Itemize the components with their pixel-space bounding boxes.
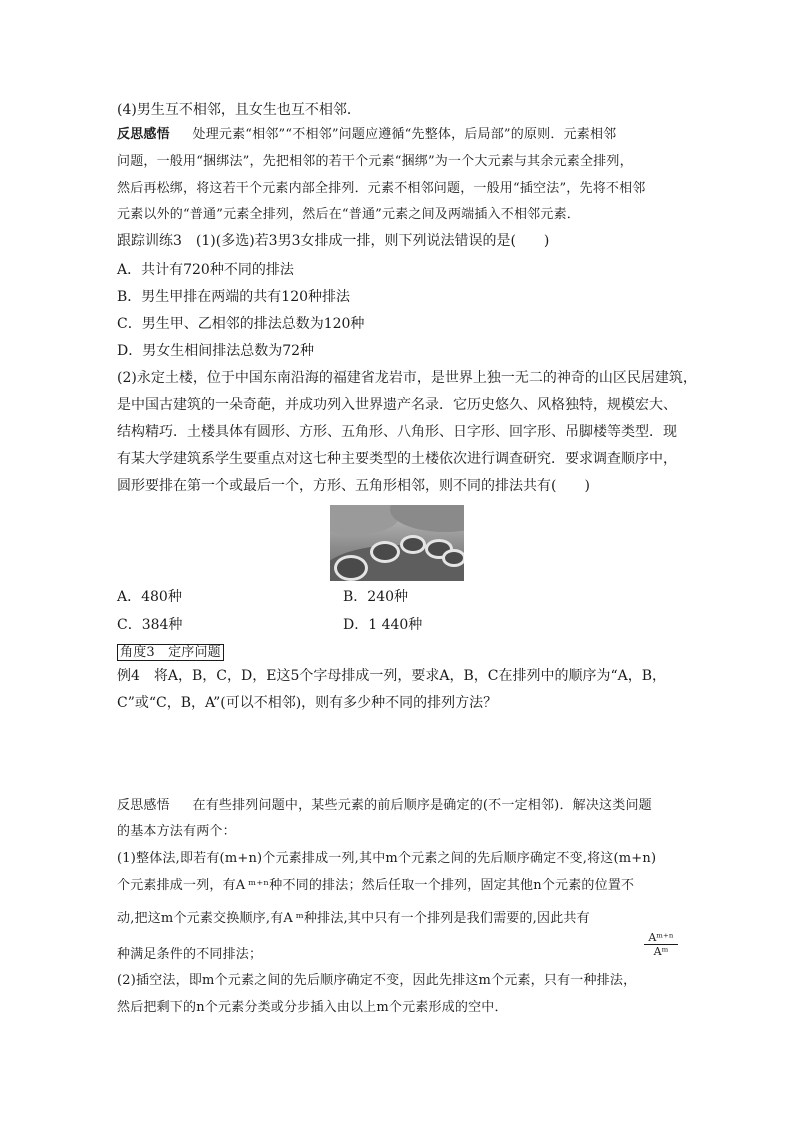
training-title: 跟踪训练3 (1)(多选)若3男3女排成一排，则下列说法错误的是( ) <box>117 233 550 249</box>
question-2-option-b: B．240种 <box>343 589 409 605</box>
reflection-line: (1)整体法,即若有(m+n)个元素排成一列,其中m个元素之间的先后顺序确定不变,将这(m+n) <box>117 851 657 866</box>
reflection-label: 反思感悟 <box>117 798 170 813</box>
reflection-line: 处理元素“相邻”“不相邻”问题应遵循“先整体，后局部”的原则．元素相邻 <box>192 127 617 142</box>
reflection-line: 然后把剩下的n个元素分类或分步插入由以上m个元素形成的空中． <box>117 1000 508 1015</box>
question-2-line: 是中国古建筑的一朵奇葩，并成功列入世界遗产名录．它历史悠久、风格独特，规模宏大、 <box>117 397 677 413</box>
reflection-line: 的基本方法有两个： <box>117 824 236 839</box>
reflection-line: (2)插空法，即m个元素之间的先后顺序确定不变，因此先排这m个元素，只有一种排法， <box>117 973 637 988</box>
example-line: 例4 将A，B，C，D，E这5个字母排成一列，要求A，B，C在排列中的顺序为“A，B， <box>117 668 667 684</box>
question-2-line: 有某大学建筑系学生要重点对这七种主要类型的土楼依次进行调查研究．要求调查顺序中， <box>117 451 677 467</box>
reflection-line: 元素以外的“普通”元素全排列，然后在“普通”元素之间及两端插入不相邻元素． <box>117 207 580 222</box>
fraction-denominator: Aᵐ <box>653 945 669 958</box>
option-c: C．男生甲、乙相邻的排法总数为120种 <box>117 316 365 332</box>
reflection-line: 种满足条件的不同排法； <box>117 947 263 962</box>
permutation-fraction <box>644 931 678 958</box>
reflection-label: 反思感悟 <box>117 127 170 142</box>
option-b: B．男生甲排在两端的共有120种排法 <box>117 289 351 305</box>
reflection-line: 问题，一般用“捆绑法”，先把相邻的若干个元素“捆绑”为一个大元素与其余元素全排列， <box>117 154 633 169</box>
reflection-line: 然后再松绑，将这若干个元素内部全排列．元素不相邻问题，一般用“插空法”，先将不相邻 <box>117 181 646 196</box>
reflection-line: 动,把这m个元素交换顺序,有A ᵐ种排法,其中只有一个排列是我们需要的,因此共有 <box>117 911 590 926</box>
option-d: D．男女生相间排法总数为72种 <box>117 343 315 359</box>
question-2-option-c: C．384种 <box>117 617 183 633</box>
question-2-line: (2)永定土楼，位于中国东南沿海的福建省龙岩市，是世界上独一无二的神奇的山区民居建筑， <box>117 370 697 386</box>
question-2-option-d: D．1 440种 <box>343 617 423 633</box>
question-2-line: 圆形要排在第一个或最后一个，方形、五角形相邻，则不同的排法共有( ) <box>117 478 590 494</box>
tulou-photo <box>330 505 464 581</box>
option-a: A．共计有720种不同的排法 <box>117 262 294 278</box>
part-4-text: (4)男生互不相邻，且女生也互不相邻． <box>117 102 361 118</box>
section-heading: 角度3 定序问题 <box>117 644 224 661</box>
example-line: C”或“C，B，A”(可以不相邻)，则有多少种不同的排列方法？ <box>117 695 498 711</box>
question-2-option-a: A．480种 <box>117 589 182 605</box>
fraction-numerator: Aᵐ⁺ⁿ <box>644 931 678 945</box>
reflection-line: 在有些排列问题中，某些元素的前后顺序是确定的(不一定相邻)．解决这类问题 <box>192 798 652 813</box>
reflection-line: 个元素排成一列，有A ᵐ⁺ⁿ种不同的排法；然后任取一个排列，固定其他n个元素的位置不 <box>117 878 635 893</box>
question-2-line: 结构精巧．土楼具体有圆形、方形、五角形、八角形、日字形、回字形、吊脚楼等类型．现 <box>117 424 677 440</box>
